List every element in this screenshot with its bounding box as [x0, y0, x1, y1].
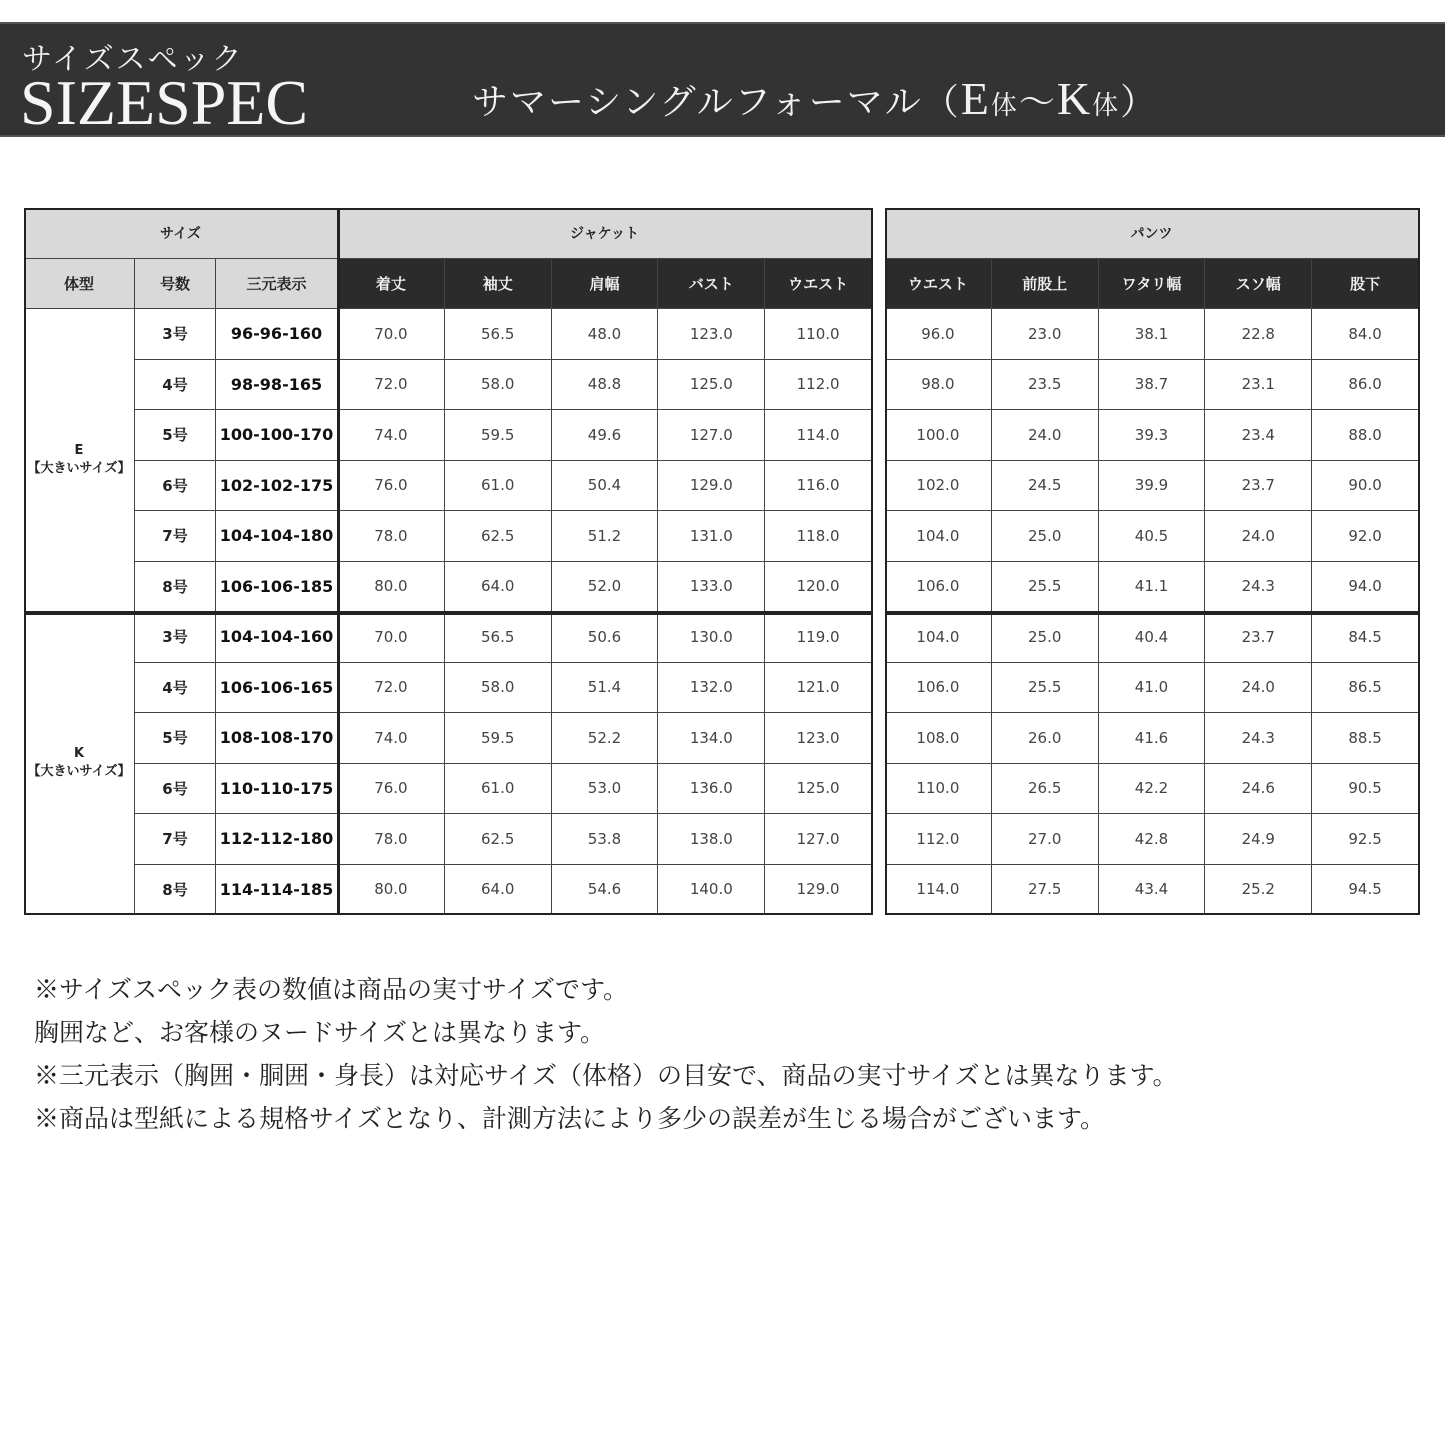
pants-value-cell: 24.3 [1205, 562, 1312, 613]
size-number-cell: 5号 [135, 713, 216, 764]
jacket-value-cell: 127.0 [658, 410, 765, 461]
title-prefix: サマーシングルフォーマル（ [472, 82, 961, 123]
size-number-cell: 5号 [135, 410, 216, 461]
jacket-value-cell: 50.4 [552, 461, 659, 512]
jacket-value-cell: 61.0 [445, 461, 552, 512]
pants-value-cell: 104.0 [885, 612, 992, 663]
title-tai-1: 体 [990, 91, 1019, 121]
jacket-value-cell: 138.0 [658, 814, 765, 865]
body-type-sub: 【大きいサイズ】 [27, 764, 131, 779]
block-gap [873, 208, 885, 916]
jacket-value-cell: 64.0 [445, 562, 552, 613]
pants-value-cell: 90.0 [1312, 461, 1419, 512]
jacket-value-cell: 129.0 [765, 865, 872, 916]
pants-value-cell: 102.0 [885, 461, 992, 512]
pants-value-cell: 84.5 [1312, 612, 1419, 663]
header-jacket-col: 袖丈 [445, 259, 552, 309]
jacket-value-cell: 52.2 [552, 713, 659, 764]
jacket-value-cell: 56.5 [445, 612, 552, 663]
jacket-value-cell: 70.0 [338, 309, 445, 360]
jacket-value-cell: 72.0 [338, 663, 445, 714]
pants-value-cell: 23.7 [1205, 461, 1312, 512]
jacket-value-cell: 51.2 [552, 511, 659, 562]
body-type-sub: 【大きいサイズ】 [27, 461, 131, 476]
pants-value-cell: 24.0 [992, 410, 1099, 461]
pants-value-cell: 94.0 [1312, 562, 1419, 613]
pants-value-cell: 24.9 [1205, 814, 1312, 865]
pants-value-cell: 26.5 [992, 764, 1099, 815]
header-pants-col: 前股上 [992, 259, 1099, 309]
pants-value-cell: 110.0 [885, 764, 992, 815]
header-jacket-group: ジャケット [338, 208, 872, 259]
jacket-value-cell: 127.0 [765, 814, 872, 865]
pants-value-cell: 92.0 [1312, 511, 1419, 562]
jacket-value-cell: 112.0 [765, 360, 872, 411]
size-number-cell: 6号 [135, 461, 216, 512]
pants-value-cell: 23.4 [1205, 410, 1312, 461]
pants-value-cell: 27.5 [992, 865, 1099, 916]
header-jacket-col: 肩幅 [552, 259, 659, 309]
body-type-label: K [73, 746, 85, 761]
jacket-value-cell: 53.8 [552, 814, 659, 865]
pants-value-cell: 43.4 [1099, 865, 1206, 916]
jacket-value-cell: 123.0 [658, 309, 765, 360]
pants-value-cell: 94.5 [1312, 865, 1419, 916]
pants-value-cell: 84.0 [1312, 309, 1419, 360]
size-number-cell: 3号 [135, 612, 216, 663]
jacket-value-cell: 58.0 [445, 663, 552, 714]
jacket-value-cell: 132.0 [658, 663, 765, 714]
body-type-cell [24, 309, 135, 612]
pants-value-cell: 25.0 [992, 612, 1099, 663]
three-dimension-cell: 102-102-175 [216, 461, 338, 512]
jacket-value-cell: 78.0 [338, 814, 445, 865]
jacket-value-cell: 62.5 [445, 814, 552, 865]
pants-value-cell: 90.5 [1312, 764, 1419, 815]
jacket-value-cell: 133.0 [658, 562, 765, 613]
size-number-cell: 6号 [135, 764, 216, 815]
jacket-value-cell: 62.5 [445, 511, 552, 562]
title-banner [0, 22, 1445, 137]
jacket-value-cell: 114.0 [765, 410, 872, 461]
note-line: ※商品は型紙による規格サイズとなり、計測方法により多少の誤差が生じる場合がございます。 [34, 1104, 1106, 1133]
pants-value-cell: 106.0 [885, 562, 992, 613]
size-number-cell: 3号 [135, 309, 216, 360]
size-number-cell: 8号 [135, 865, 216, 916]
jacket-value-cell: 48.0 [552, 309, 659, 360]
jacket-value-cell: 76.0 [338, 764, 445, 815]
pants-value-cell: 39.3 [1099, 410, 1206, 461]
jacket-value-cell: 125.0 [765, 764, 872, 815]
jacket-value-cell: 118.0 [765, 511, 872, 562]
jacket-value-cell: 123.0 [765, 713, 872, 764]
pants-value-cell: 25.5 [992, 663, 1099, 714]
pants-value-cell: 98.0 [885, 360, 992, 411]
size-spec-table [24, 208, 1420, 916]
jacket-value-cell: 131.0 [658, 511, 765, 562]
jacket-value-cell: 51.4 [552, 663, 659, 714]
header-size-group: サイズ [24, 208, 338, 259]
jacket-value-cell: 78.0 [338, 511, 445, 562]
jacket-value-cell: 56.5 [445, 309, 552, 360]
pants-value-cell: 23.7 [1205, 612, 1312, 663]
jacket-value-cell: 49.6 [552, 410, 659, 461]
jacket-value-cell: 59.5 [445, 410, 552, 461]
header-pants-col: ウエスト [885, 259, 992, 309]
title-tilde: 〜 [1018, 82, 1057, 123]
size-number-cell: 8号 [135, 562, 216, 613]
three-dimension-cell: 114-114-185 [216, 865, 338, 916]
header-body-type: 体型 [24, 259, 135, 309]
pants-value-cell: 39.9 [1099, 461, 1206, 512]
jacket-value-cell: 72.0 [338, 360, 445, 411]
pants-value-cell: 42.2 [1099, 764, 1206, 815]
jacket-value-cell: 52.0 [552, 562, 659, 613]
pants-value-cell: 23.0 [992, 309, 1099, 360]
size-number-cell: 7号 [135, 814, 216, 865]
header-size-number: 号数 [135, 259, 216, 309]
pants-value-cell: 25.2 [1205, 865, 1312, 916]
header-pants-col: ワタリ幅 [1099, 259, 1206, 309]
header-jacket-col: ウエスト [765, 259, 872, 309]
note-line: ※サイズスペック表の数値は商品の実寸サイズです。 [34, 975, 629, 1004]
jacket-value-cell: 61.0 [445, 764, 552, 815]
pants-value-cell: 38.1 [1099, 309, 1206, 360]
pants-value-cell: 106.0 [885, 663, 992, 714]
three-dimension-cell: 96-96-160 [216, 309, 338, 360]
note-line: 胸囲など、お客様のヌードサイズとは異なります。 [34, 1018, 606, 1047]
pants-value-cell: 42.8 [1099, 814, 1206, 865]
pants-value-cell: 24.6 [1205, 764, 1312, 815]
pants-value-cell: 25.5 [992, 562, 1099, 613]
pants-value-cell: 26.0 [992, 713, 1099, 764]
note-line: ※三元表示（胸囲・胴囲・身長）は対応サイズ（体格）の目安で、商品の実寸サイズとは異なります。 [34, 1061, 1178, 1090]
jacket-value-cell: 76.0 [338, 461, 445, 512]
pants-value-cell: 27.0 [992, 814, 1099, 865]
title-tai-2: 体 [1092, 91, 1121, 121]
three-dimension-cell: 106-106-185 [216, 562, 338, 613]
three-dimension-cell: 108-108-170 [216, 713, 338, 764]
banner-kana-label: サイズスペック [22, 42, 244, 77]
jacket-value-cell: 130.0 [658, 612, 765, 663]
jacket-value-cell: 59.5 [445, 713, 552, 764]
size-number-cell: 7号 [135, 511, 216, 562]
pants-value-cell: 40.4 [1099, 612, 1206, 663]
jacket-value-cell: 48.8 [552, 360, 659, 411]
pants-value-cell: 100.0 [885, 410, 992, 461]
title-e: E [960, 73, 991, 124]
jacket-value-cell: 58.0 [445, 360, 552, 411]
jacket-value-cell: 80.0 [338, 562, 445, 613]
jacket-value-cell: 74.0 [338, 713, 445, 764]
pants-value-cell: 88.5 [1312, 713, 1419, 764]
pants-value-cell: 24.0 [1205, 511, 1312, 562]
jacket-value-cell: 140.0 [658, 865, 765, 916]
pants-value-cell: 108.0 [885, 713, 992, 764]
pants-value-cell: 25.0 [992, 511, 1099, 562]
header-pants-col: 股下 [1312, 259, 1419, 309]
pants-value-cell: 24.0 [1205, 663, 1312, 714]
jacket-value-cell: 54.6 [552, 865, 659, 916]
jacket-value-cell: 136.0 [658, 764, 765, 815]
product-title [472, 72, 1158, 125]
header-jacket-col: バスト [658, 259, 765, 309]
header-pants-group: パンツ [885, 208, 1419, 259]
jacket-value-cell: 74.0 [338, 410, 445, 461]
notes [34, 968, 1178, 1140]
three-dimension-cell: 112-112-180 [216, 814, 338, 865]
pants-value-cell: 41.1 [1099, 562, 1206, 613]
pants-value-cell: 114.0 [885, 865, 992, 916]
title-k: K [1056, 73, 1093, 124]
pants-value-cell: 86.5 [1312, 663, 1419, 714]
pants-value-cell: 41.6 [1099, 713, 1206, 764]
jacket-value-cell: 119.0 [765, 612, 872, 663]
pants-value-cell: 24.3 [1205, 713, 1312, 764]
pants-value-cell: 88.0 [1312, 410, 1419, 461]
jacket-value-cell: 53.0 [552, 764, 659, 815]
jacket-value-cell: 121.0 [765, 663, 872, 714]
pants-value-cell: 22.8 [1205, 309, 1312, 360]
body-type-cell [24, 612, 135, 915]
jacket-value-cell: 50.6 [552, 612, 659, 663]
jacket-value-cell: 129.0 [658, 461, 765, 512]
pants-value-cell: 112.0 [885, 814, 992, 865]
jacket-value-cell: 80.0 [338, 865, 445, 916]
size-number-cell: 4号 [135, 360, 216, 411]
header-jacket-col: 着丈 [338, 259, 445, 309]
three-dimension-cell: 104-104-160 [216, 612, 338, 663]
three-dimension-cell: 100-100-170 [216, 410, 338, 461]
jacket-value-cell: 125.0 [658, 360, 765, 411]
pants-value-cell: 104.0 [885, 511, 992, 562]
jacket-value-cell: 110.0 [765, 309, 872, 360]
pants-value-cell: 23.5 [992, 360, 1099, 411]
banner-sizespec-label: SIZESPEC [20, 67, 309, 138]
three-dimension-cell: 106-106-165 [216, 663, 338, 714]
header-three-dimension: 三元表示 [216, 259, 338, 309]
pants-value-cell: 92.5 [1312, 814, 1419, 865]
jacket-value-cell: 116.0 [765, 461, 872, 512]
pants-value-cell: 38.7 [1099, 360, 1206, 411]
pants-value-cell: 24.5 [992, 461, 1099, 512]
pants-value-cell: 41.0 [1099, 663, 1206, 714]
jacket-value-cell: 120.0 [765, 562, 872, 613]
header-pants-col: スソ幅 [1205, 259, 1312, 309]
three-dimension-cell: 104-104-180 [216, 511, 338, 562]
three-dimension-cell: 98-98-165 [216, 360, 338, 411]
title-suffix: ） [1120, 82, 1159, 123]
pants-value-cell: 23.1 [1205, 360, 1312, 411]
jacket-value-cell: 70.0 [338, 612, 445, 663]
pants-value-cell: 86.0 [1312, 360, 1419, 411]
pants-value-cell: 96.0 [885, 309, 992, 360]
pants-value-cell: 40.5 [1099, 511, 1206, 562]
body-type-label: E [74, 443, 84, 458]
jacket-value-cell: 134.0 [658, 713, 765, 764]
jacket-value-cell: 64.0 [445, 865, 552, 916]
three-dimension-cell: 110-110-175 [216, 764, 338, 815]
size-number-cell: 4号 [135, 663, 216, 714]
